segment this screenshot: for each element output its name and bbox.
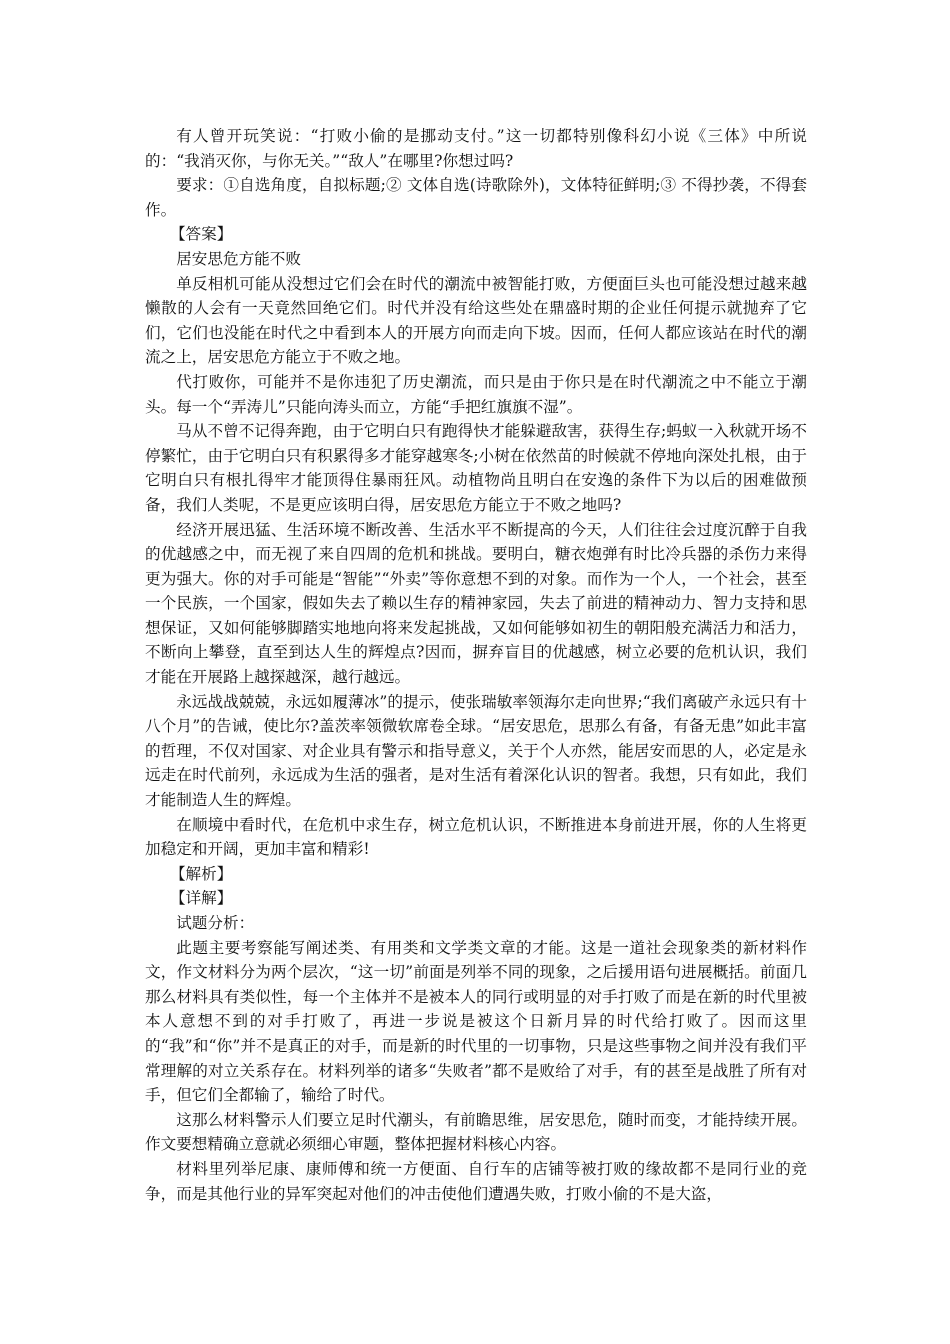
question-paragraph: 有人曾开玩笑说：“打败小偷的是挪动支付。”这一切都特别像科幻小说《三体》中所说的：“我消灭你，与你无关。”“敌人”在哪里?你想过吗? bbox=[145, 127, 807, 170]
detail-label: 【详解】 bbox=[169, 889, 233, 908]
essay-paragraph: 马从不曾不记得奔跑，由于它明白只有跑得快才能躲避敌害，获得生存;蚂蚁一入秋就开场不停繁忙，由于它明白只有积累得多才能穿越寒冬;小树在依然苗的时候就不停地向深处扎根，由于它明白只有根扎得牢才能顶得住暴雨狂风。动植物尚且明白在安逸的条件下为以后的困难做预备，我们人类呢，不是更应该明白得，居安思危方能立于不败之地吗? bbox=[145, 422, 807, 514]
analysis-paragraph: 此题主要考察能写阐述类、有用类和文学类文章的才能。这是一道社会现象类的新材料作文，作文材料分为两个层次，“这一切”前面是列举不同的现象，之后援用语句进展概括。前面几那么材料具有类似性，每一个主体并不是被本人的同行或明显的对手打败了而是在新的时代里被本人意想不到的对手打败了，再进一步说是被这个日新月异的时代给打败了。因而这里的“我”和“你”并不是真正的对手，而是新的时代里的一切事物，只是这些事物之间并没有我们平常理解的对立关系存在。材料列举的诸多“失败者”都不是败给了对手，有的甚至是战胜了所有对手，但它们全都输了，输给了时代。 bbox=[145, 938, 807, 1105]
analysis-heading: 试题分析： bbox=[176, 914, 255, 932]
essay-paragraph: 经济开展迅猛、生活环境不断改善、生活水平不断提高的今天，人们往往会过度沉醉于自我的优越感之中，而无视了来自四周的危机和挑战。要明白，糖衣炮弹有时比冷兵器的杀伤力来得更为强大。你的对手可能是“智能”“外卖”等你意想不到的对象。而作为一个人，一个社会，甚至一个民族，一个国家，假如失去了赖以生存的精神家园，失去了前进的精神动力、智力支持和思想保证，又如何能够脚踏实地地向将来发起挑战，又如何能够如初生的朝阳般充满活力和活力，不断向上攀登，直至到达人生的辉煌点?因而，摒弃盲目的优越感，树立必要的危机认识，我们才能在开展路上越探越深，越行越远。 bbox=[145, 520, 807, 687]
document-page bbox=[145, 124, 807, 1206]
essay-paragraph: 代打败你，可能并不是你违犯了历史潮流，而只是由于你只是在时代潮流之中不能立于潮头。每一个“弄涛儿”只能向涛头而立，方能“手把红旗旗不湿”。 bbox=[145, 372, 807, 416]
requirements-paragraph: 要求：①自选角度，自拟标题;② 文体自选(诗歌除外)，文体特征鲜明;③ 不得抄袭，不得套作。 bbox=[145, 176, 807, 219]
analysis-label: 【解析】 bbox=[169, 864, 233, 883]
essay-paragraph: 永远战战兢兢，永远如履薄冰”的提示，使张瑞敏率领海尔走向世界;“我们离破产永远只有十八个月”的告诫，使比尔?盖茨率领微软席卷全球。“居安思危，思那么有备，有备无患”如此丰富的哲理，不仅对国家、对企业具有警示和指导意义，关于个人亦然，能居安而思的人，必定是永远走在时代前列，永远成为生活的强者，是对生活有着深化认识的智者。我想，只有如此，我们才能制造人生的辉煌。 bbox=[145, 692, 807, 810]
analysis-paragraph: 这那么材料警示人们要立足时代潮头，有前瞻思维，居安思危，随时而变，才能持续开展。作文要想精确立意就必须细心审题，整体把握材料核心内容。 bbox=[145, 1110, 807, 1154]
essay-paragraph: 单反相机可能从没想过它们会在时代的潮流中被智能打败，方便面巨头也可能没想过越来越懒散的人会有一天竟然回绝它们。时代并没有给这些处在鼎盛时期的企业任何提示就抛弃了它们，它们也没能在时代之中看到本人的开展方向而走向下坡。因而，任何人都应该站在时代的潮流之上，居安思危方能立于不败之地。 bbox=[145, 274, 807, 367]
essay-paragraph: 在顺境中看时代，在危机中求生存，树立危机认识，不断推进本身前进开展，你的人生将更加稳定和开阔，更加丰富和精彩! bbox=[145, 815, 807, 859]
answer-label: 【答案】 bbox=[169, 225, 233, 244]
analysis-paragraph: 材料里列举尼康、康师傅和统一方便面、自行车的店铺等被打败的缘故都不是同行业的竞争，而是其他行业的异军突起对他们的冲击使他们遭遇失败，打败小偷的不是大盗， bbox=[145, 1159, 807, 1203]
essay-title: 居安思危方能不败 bbox=[176, 249, 301, 268]
